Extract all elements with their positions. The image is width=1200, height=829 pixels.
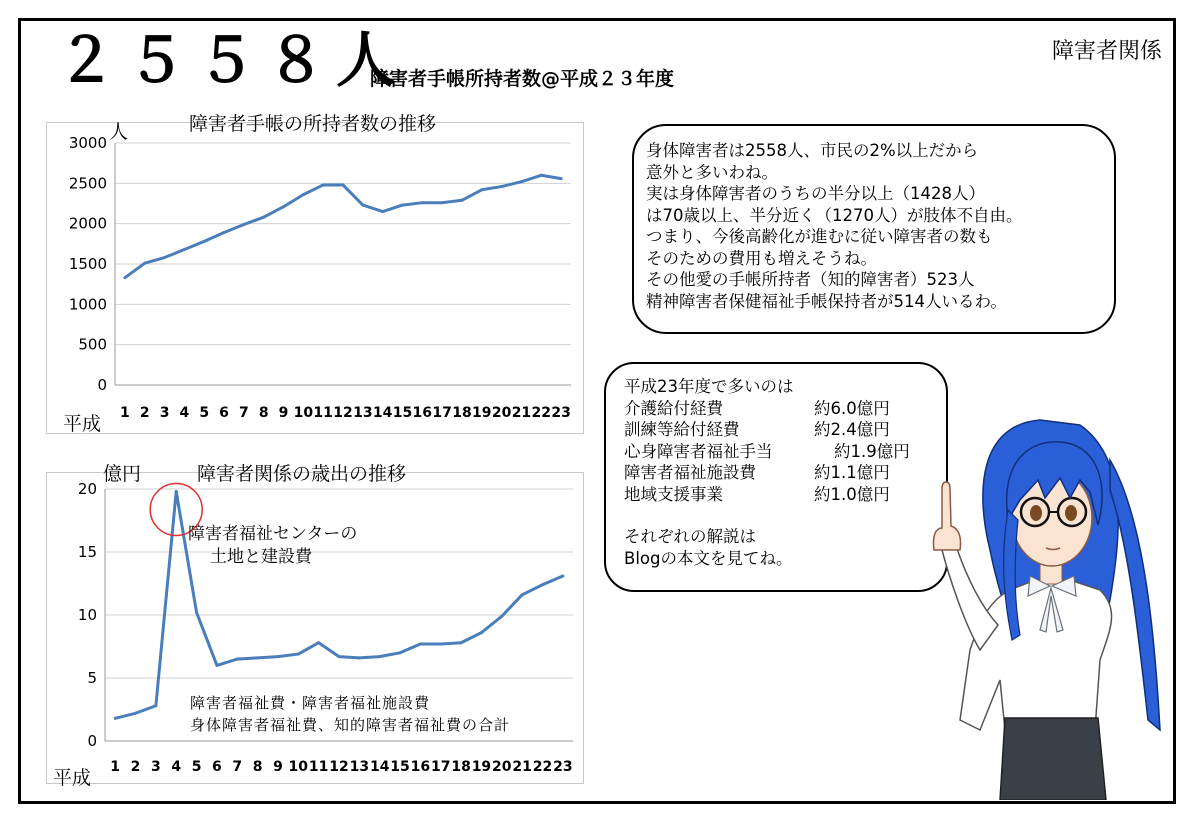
spending-data-point — [358, 656, 361, 659]
holders-chart-title: 障害者手帳の所持者数の推移 — [189, 113, 437, 135]
spending-x-tick-label: 16 — [410, 759, 431, 775]
holders-x-tick-label: 5 — [199, 405, 210, 421]
spending-x-tick-label: 3 — [150, 759, 161, 775]
expense-name: 地域支援事業 — [624, 484, 723, 504]
character-hand — [933, 482, 960, 550]
spending-data-point — [215, 664, 218, 667]
holders-data-point — [223, 231, 226, 234]
holders-data-point — [441, 201, 444, 204]
bubble-line: は70歳以上、半分近く（1270人）が肢体不自由。 — [646, 205, 1023, 225]
expense-amount: 約1.9億円 — [834, 441, 910, 461]
holders-chart-unit: 人 — [109, 121, 129, 143]
bubble-line: つまり、今後高齢化が進むに従い障害者の数も — [646, 227, 993, 246]
character-illustration — [920, 400, 1170, 800]
spending-data-point — [439, 642, 442, 645]
holders-y-tick-label: 2000 — [68, 214, 107, 233]
spending-data-point — [521, 593, 524, 596]
holders-y-tick-label: 500 — [78, 335, 107, 354]
expense-item — [624, 484, 946, 506]
holders-x-tick-label: 17 — [432, 405, 452, 421]
spending-x-tick-label: 21 — [512, 759, 532, 775]
bubble-outro: Blogの本文を見てね。 — [624, 548, 793, 568]
spending-x-tick-label: 5 — [191, 759, 202, 775]
holders-x-tick-label: 4 — [179, 405, 190, 421]
spending-x-tick-label: 19 — [471, 759, 492, 775]
holders-x-tick-label: 10 — [293, 405, 314, 421]
spending-data-point — [399, 651, 402, 654]
holders-data-point — [520, 180, 523, 183]
spending-x-tick-label: 1 — [110, 759, 121, 775]
spending-chart — [46, 463, 584, 789]
spending-y-tick-label: 0 — [87, 732, 97, 750]
spending-y-tick-label: 5 — [87, 669, 97, 687]
character-hair-back — [1110, 460, 1160, 730]
holders-data-point — [401, 204, 404, 207]
holders-x-tick-label: 16 — [412, 405, 433, 421]
holders-x-tick-label: 20 — [491, 405, 512, 421]
expense-item — [624, 441, 946, 463]
speech-bubble-summary — [632, 124, 1116, 334]
holders-y-tick-label: 0 — [97, 376, 107, 394]
spending-data-point — [378, 655, 381, 658]
holders-data-point — [381, 210, 384, 213]
character-eye — [1030, 505, 1042, 521]
character-skirt — [1000, 718, 1106, 800]
holders-data-point — [560, 177, 563, 180]
spending-data-point — [154, 704, 157, 707]
spending-data-point — [114, 717, 117, 720]
holders-y-tick-label: 1500 — [68, 255, 107, 273]
spending-chart-svg — [47, 473, 583, 783]
headline-count: ２５５８人 — [56, 26, 406, 96]
annotation-line: 土地と建設費 — [210, 547, 312, 567]
character-blouse — [960, 580, 1112, 730]
holders-data-point — [302, 193, 305, 196]
headline-subtitle: 障害者手帳所持者数@平成２３年度 — [370, 68, 675, 90]
spending-x-tick-label: 17 — [430, 759, 451, 775]
spending-x-tick-label: 9 — [273, 759, 283, 775]
expense-name: 訓練等給付経費 — [624, 420, 740, 439]
expense-amount: 約1.1億円 — [814, 463, 890, 482]
bubble-line: 意外と多いわね。 — [646, 162, 778, 182]
holders-data-point — [421, 201, 424, 204]
holders-data-point — [480, 188, 483, 191]
spending-x-tick-label: 4 — [171, 759, 182, 775]
holders-x-tick-label: 22 — [531, 405, 552, 421]
spending-x-tick-label: 14 — [369, 759, 390, 775]
holders-x-tick-label: 14 — [372, 405, 393, 421]
spending-data-point — [419, 642, 422, 645]
spending-data-point — [460, 641, 463, 644]
spending-x-tick-label: 10 — [288, 759, 309, 775]
bubble-intro: 平成23年度で多いのは — [624, 377, 794, 396]
holders-data-point — [540, 174, 543, 177]
spending-x-tick-label: 20 — [492, 759, 512, 775]
spending-data-point — [541, 583, 544, 586]
holders-data-point — [163, 256, 166, 259]
holders-x-tick-label: 1 — [120, 405, 130, 421]
spending-chart-unit: 億円 — [103, 463, 142, 485]
spending-data-point — [338, 655, 341, 658]
spending-x-tick-label: 15 — [390, 759, 410, 775]
holders-data-point — [361, 204, 364, 207]
character-arm — [942, 546, 998, 650]
holders-data-point — [460, 199, 463, 202]
bubble-line: 身体障害者は2558人、市民の2%以上だから — [646, 141, 979, 160]
annotation-line: 障害者福祉センターの — [188, 524, 358, 544]
spending-x-tick-label: 11 — [308, 759, 329, 775]
speech-bubble-expenses — [604, 362, 948, 592]
expense-item — [624, 462, 946, 484]
holders-x-tick-label: 23 — [551, 405, 571, 421]
spending-x-tick-label: 6 — [212, 759, 222, 775]
spending-y-tick-label: 20 — [77, 480, 97, 498]
spending-data-point — [256, 656, 259, 659]
holders-data-point — [342, 183, 345, 186]
spending-data-point — [134, 712, 137, 715]
bubble-line: そのための費用も増えそうね。 — [646, 248, 877, 268]
holders-x-tick-label: 11 — [313, 405, 333, 421]
holders-data-point — [143, 262, 146, 265]
spending-x-tick-label: 8 — [252, 759, 263, 775]
holders-chart-svg — [47, 123, 583, 433]
spending-x-tick-label: 2 — [130, 759, 141, 775]
holders-x-tick-label: 15 — [392, 405, 413, 421]
holders-x-tick-label: 3 — [159, 405, 170, 421]
holders-x-tick-label: 2 — [139, 405, 150, 421]
holders-chart-x-prefix: 平成 — [63, 413, 102, 435]
holders-data-point — [203, 240, 206, 243]
note-line: 障害者福祉費・障害者福祉施設費 — [190, 694, 431, 712]
holders-x-tick-label: 19 — [472, 405, 492, 421]
spending-chart-title: 障害者関係の歳出の推移 — [197, 463, 407, 485]
spending-x-tick-label: 22 — [532, 759, 553, 775]
holders-data-point — [282, 205, 285, 208]
holders-data-point — [123, 276, 126, 279]
holders-data-point — [500, 185, 503, 188]
spending-data-point — [561, 574, 564, 577]
spending-data-point — [500, 615, 503, 618]
spending-x-tick-label: 23 — [553, 759, 573, 775]
bubble-outro: それぞれの解説は — [624, 527, 756, 546]
holders-data-point — [262, 216, 265, 219]
holders-x-tick-label: 18 — [452, 405, 472, 421]
expense-amount: 約2.4億円 — [814, 420, 890, 439]
spending-x-tick-label: 18 — [451, 759, 471, 775]
spending-peak-annotation — [188, 523, 357, 569]
spending-x-tick-label: 7 — [232, 759, 243, 775]
bubble-line: 実は身体障害者のうちの半分以上（1428人） — [646, 184, 985, 203]
holders-data-point — [183, 248, 186, 251]
spending-y-tick-label: 15 — [77, 543, 97, 561]
spending-data-point — [236, 658, 239, 661]
holders-y-tick-label: 2500 — [68, 174, 107, 193]
note-line: 身体障害者福祉費、知的障害者福祉費の合計 — [190, 716, 511, 734]
holders-chart — [46, 113, 584, 435]
holders-x-tick-label: 7 — [238, 405, 249, 421]
spending-chart-notes — [190, 692, 510, 736]
expense-item — [624, 398, 946, 420]
holders-y-tick-label: 3000 — [68, 134, 107, 152]
character-eye — [1065, 505, 1077, 521]
expense-name: 障害者福祉施設費 — [624, 463, 756, 482]
spending-data-point — [480, 631, 483, 634]
spending-x-tick-label: 12 — [329, 759, 349, 775]
spending-data-point — [317, 641, 320, 644]
holders-x-tick-label: 12 — [333, 405, 353, 421]
holders-series-line — [125, 175, 561, 277]
holders-x-tick-label: 8 — [258, 405, 269, 421]
spending-data-point — [297, 653, 300, 656]
holders-y-tick-label: 1000 — [68, 295, 107, 314]
expense-name: 介護給付経費 — [624, 398, 723, 418]
spending-data-point — [195, 611, 198, 614]
holders-data-point — [322, 183, 325, 186]
spending-data-point — [175, 490, 178, 493]
holders-x-tick-label: 9 — [278, 405, 289, 421]
category-label: 障害者関係 — [1051, 39, 1162, 64]
bubble-line: その他愛の手帳所持者（知的障害者）523人 — [646, 270, 975, 289]
spending-y-tick-label: 10 — [77, 606, 97, 624]
expense-name: 心身障害者福祉手当 — [624, 441, 773, 461]
holders-x-tick-label: 13 — [353, 405, 373, 421]
expense-item — [624, 419, 946, 441]
holders-x-tick-label: 21 — [511, 405, 532, 421]
spending-x-tick-label: 13 — [349, 759, 370, 775]
spending-data-point — [276, 655, 279, 658]
spending-chart-x-prefix: 平成 — [53, 767, 92, 789]
holders-x-tick-label: 6 — [219, 405, 229, 421]
expense-amount: 約1.0億円 — [814, 484, 890, 504]
bubble-line: 精神障害者保健福祉手帳保持者が514人いるわ。 — [646, 291, 1007, 311]
expense-amount: 約6.0億円 — [814, 398, 890, 418]
holders-data-point — [242, 223, 245, 226]
